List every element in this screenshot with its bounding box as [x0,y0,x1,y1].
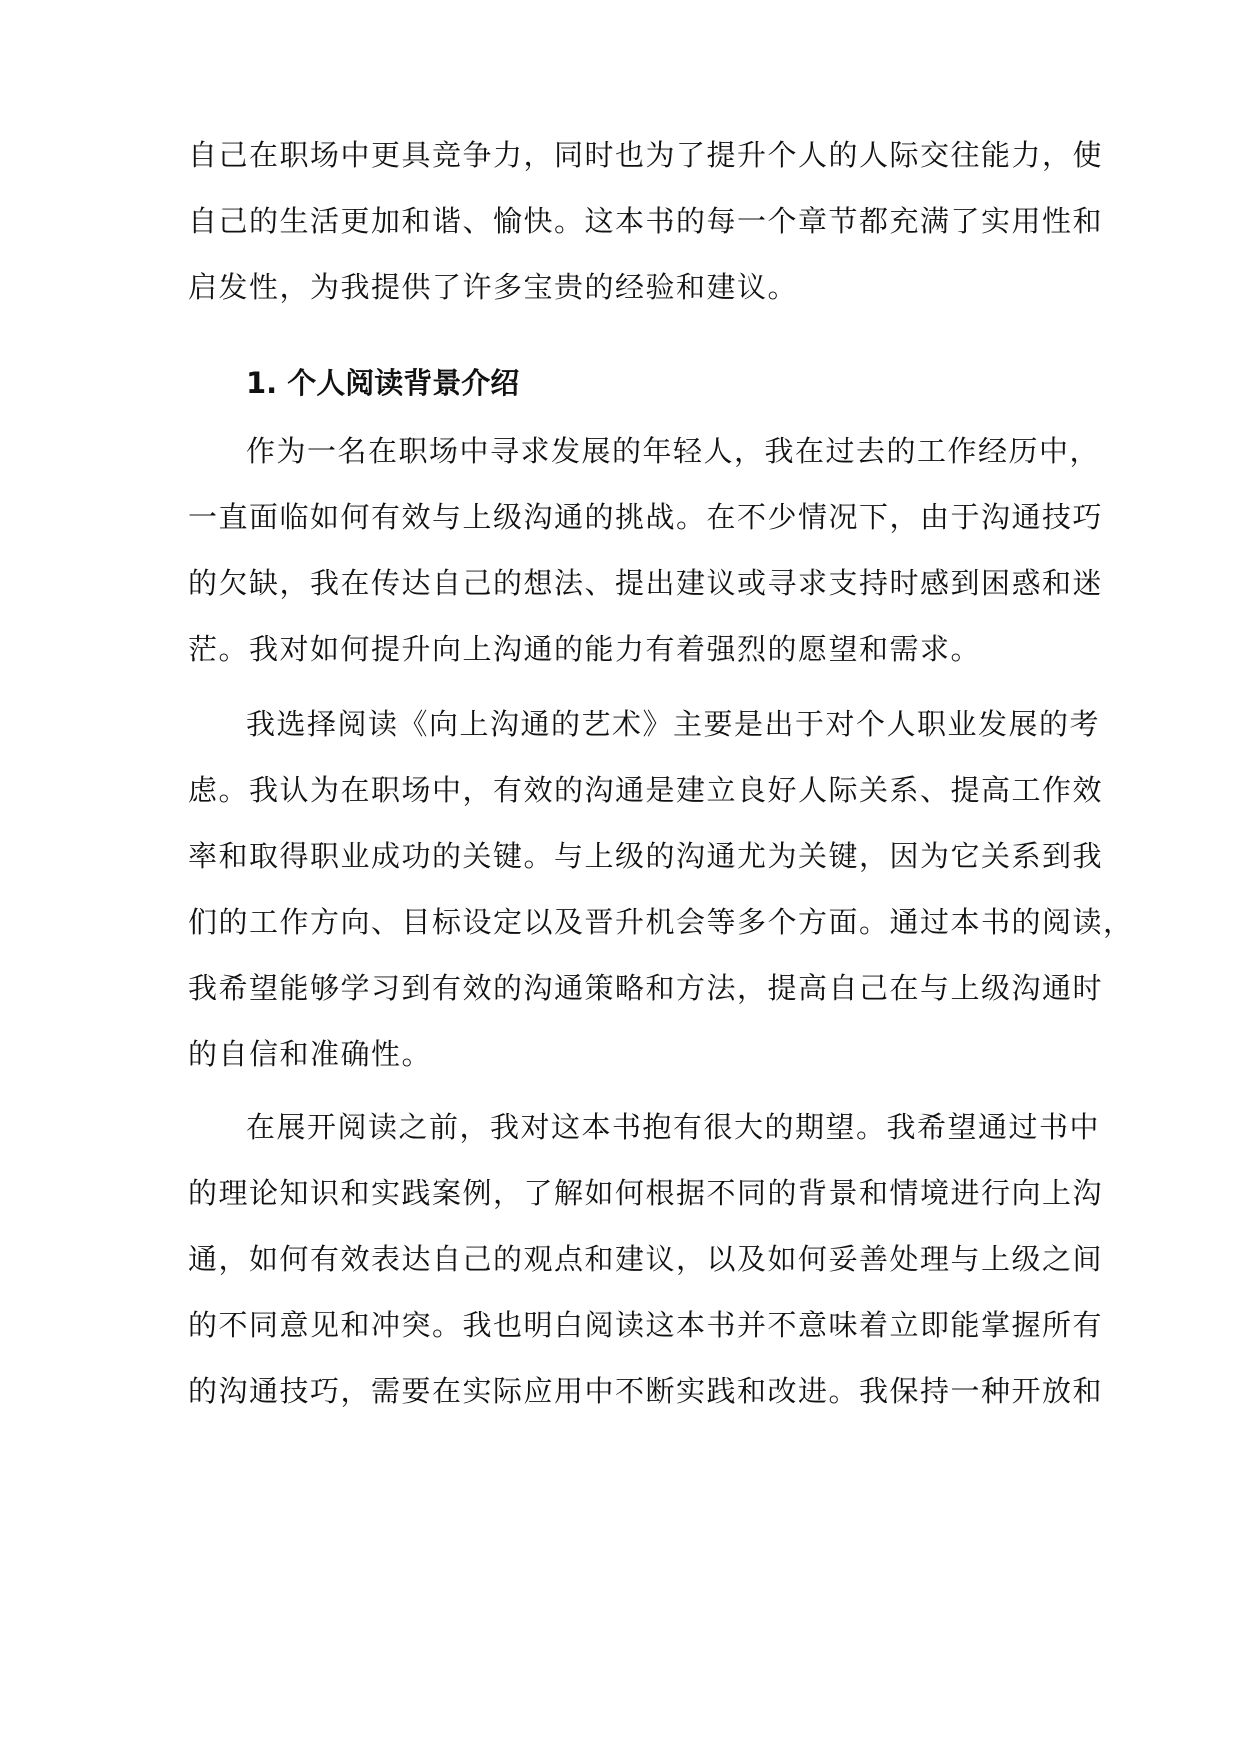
paragraph2-line-4: 们的工作方向、目标设定以及晋升机会等多个方面。通过本书的阅读， [188,905,1134,939]
section-heading: 1. 个人阅读背景介绍 [246,366,520,400]
paragraph3-line-1: 在展开阅读之前，我对这本书抱有很大的期望。我希望通过书中 [246,1110,1101,1144]
paragraph2-line-3: 率和取得职业成功的关键。与上级的沟通尤为关键，因为它关系到我 [188,839,1104,873]
paragraph2-line-6: 的自信和准确性。 [188,1037,433,1071]
intro-line-2: 自己的生活更加和谐、愉快。这本书的每一个章节都充满了实用性和 [188,204,1104,238]
paragraph3-line-5: 的沟通技巧，需要在实际应用中不断实践和改进。我保持一种开放和 [188,1374,1104,1408]
paragraph3-line-4: 的不同意见和冲突。我也明白阅读这本书并不意味着立即能掌握所有 [188,1308,1104,1342]
paragraph3-line-2: 的理论知识和实践案例，了解如何根据不同的背景和情境进行向上沟 [188,1176,1104,1210]
paragraph3-line-3: 通，如何有效表达自己的观点和建议，以及如何妥善处理与上级之间 [188,1242,1104,1276]
paragraph2-line-1: 我选择阅读《向上沟通的艺术》主要是出于对个人职业发展的考 [246,707,1101,741]
paragraph1-line-1: 作为一名在职场中寻求发展的年轻人，我在过去的工作经历中， [246,434,1101,468]
intro-line-1: 自己在职场中更具竞争力，同时也为了提升个人的人际交往能力，使 [188,138,1104,172]
paragraph1-line-2: 一直面临如何有效与上级沟通的挑战。在不少情况下，由于沟通技巧 [188,500,1104,534]
intro-line-3: 启发性，为我提供了许多宝贵的经验和建议。 [188,270,799,304]
paragraph1-line-4: 茫。我对如何提升向上沟通的能力有着强烈的愿望和需求。 [188,632,982,666]
paragraph2-line-5: 我希望能够学习到有效的沟通策略和方法，提高自己在与上级沟通时 [188,971,1104,1005]
paragraph2-line-2: 虑。我认为在职场中，有效的沟通是建立良好人际关系、提高工作效 [188,773,1104,807]
paragraph1-line-3: 的欠缺，我在传达自己的想法、提出建议或寻求支持时感到困惑和迷 [188,566,1104,600]
